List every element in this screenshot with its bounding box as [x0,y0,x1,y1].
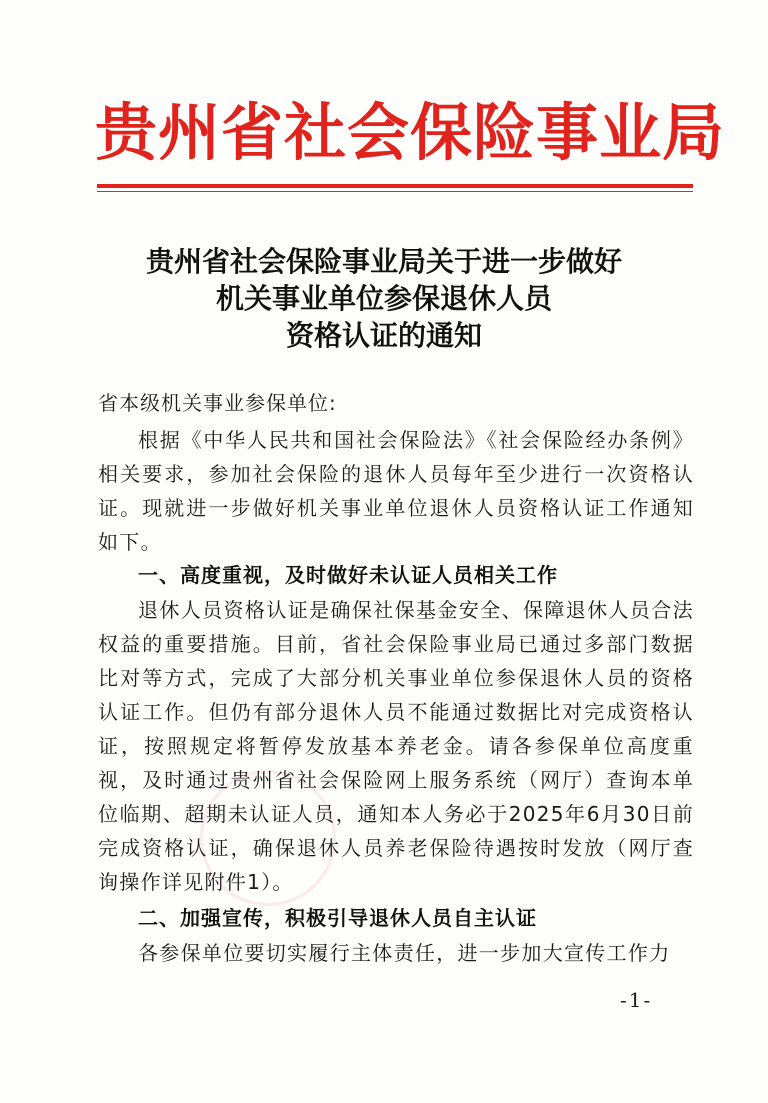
page-number: -1- [620,988,653,1012]
section-heading-1: 一、高度重视，及时做好未认证人员相关工作 [138,563,558,587]
letterhead: 贵州省社会保险事业局 [95,96,726,169]
faint-seal-mark [200,770,336,906]
section-heading-2: 二、加强宣传，积极引导退休人员自主认证 [138,906,537,930]
salutation: 省本级机关事业参保单位: [98,391,337,415]
document-title-line-1: 贵州省社会保险事业局关于进一步做好 [145,245,622,278]
letterhead-rule-thick [97,184,693,188]
document-title-line-3: 资格认证的通知 [285,319,482,352]
document-title-line-2: 机关事业单位参保退休人员 [215,282,552,315]
section-1-paragraph: 退休人员资格认证是确保社保基金安全、保障退休人员合法权益的重要措施。目前，省社会保险事业局已通过多部门数据比对等方式，完成了大部分机关事业单位参保退休人员的资格认证工作。但仍有部分退休人员不能通过数据比对完成资格认证，按照规定将暂停发放基本养老金。请各参保单位高度重视，及时通过贵州省社会保险网上服务系统（网厅）查询本单位临期、超期未认证人员，通知本人务必于2025年6月30日前完成资格认证，确保退休人员养老保险待遇按时发放（网厅查询操作详见附件1）。 [98,598,694,894]
letterhead-rule-thin [97,191,693,192]
section-2-paragraph: 各参保单位要切实履行主体责任，进一步加大宣传工作力 [138,941,671,965]
intro-paragraph: 根据《中华人民共和国社会保险法》《社会保险经办条例》相关要求，参加社会保险的退休人员每年至少进行一次资格认证。现就进一步做好机关事业单位退休人员资格认证工作通知如下。 [98,428,694,554]
